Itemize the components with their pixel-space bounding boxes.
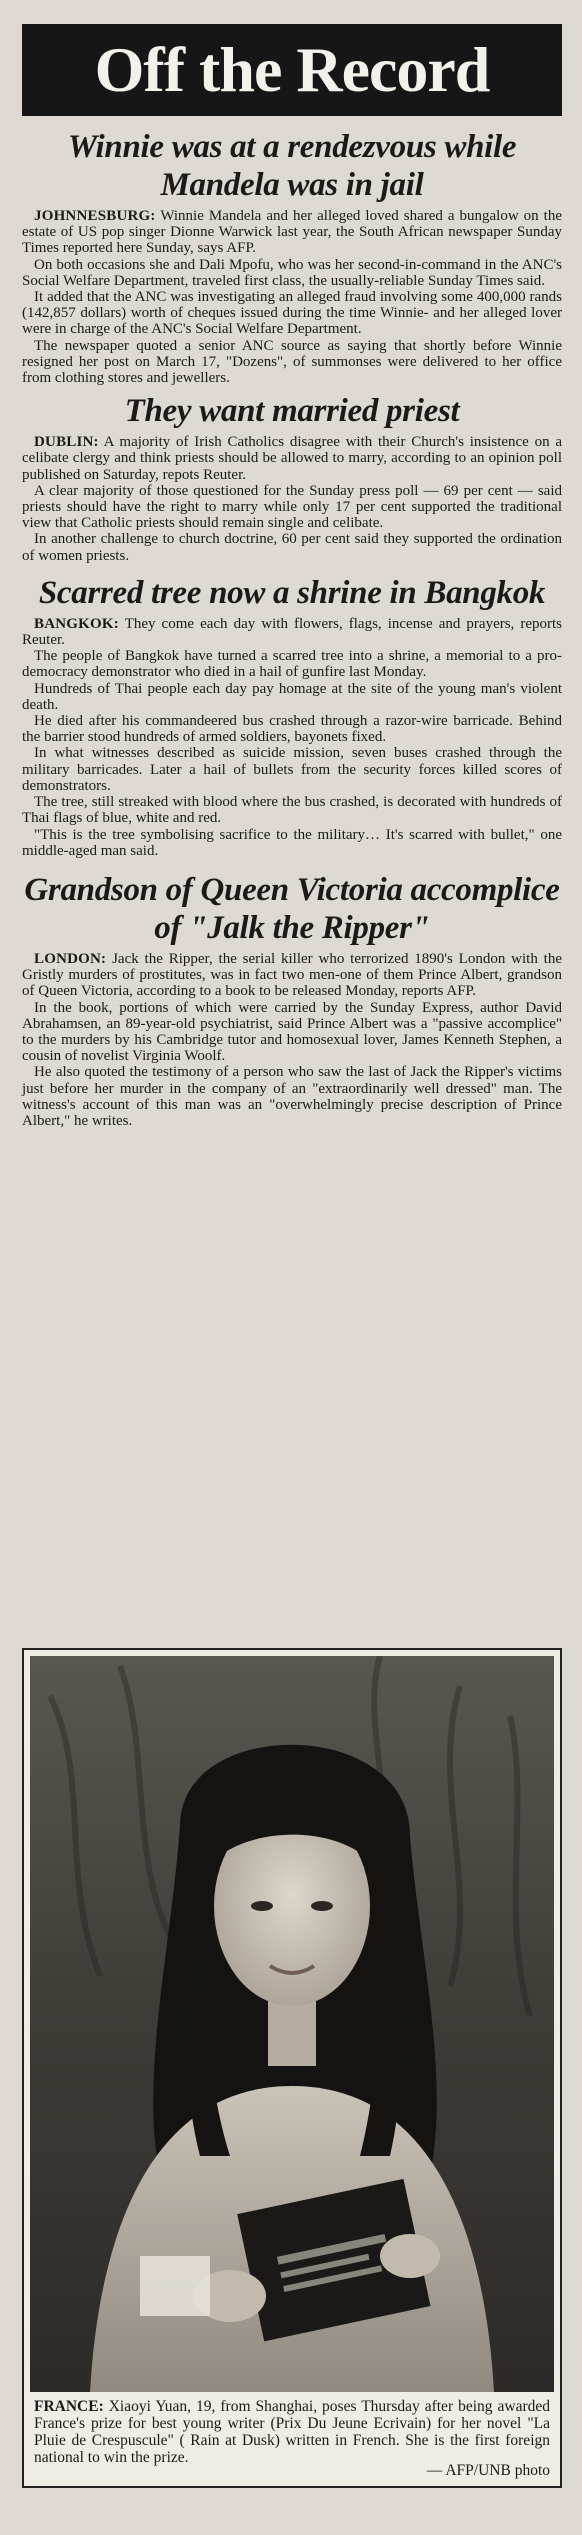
paragraph: He died after his commandeered bus crashed through a razor-wire barricade. Behind the barrier stood hundreds of armed soldiers, bayonets fixed.: [22, 713, 562, 746]
section-masthead: [22, 24, 562, 116]
paragraph: The newspaper quoted a senior ANC source as saying that shortly before Winnie resigned her post on March 17, "Dozens", of summonses were delivered to her office from clothing stores and jewellers.: [22, 337, 562, 387]
photo-caption: [34, 2398, 550, 2466]
paragraph: BANGKOK: They come each day with flowers, flags, incense and prayers, reports Reuter.: [22, 615, 562, 649]
paragraph: DUBLIN: A majority of Irish Catholics disagree with their Church's insistence on a celibate clergy and think priests should be allowed to marry, according to an opinion poll published on Saturday, repots Reuter.: [22, 434, 562, 483]
dateline: LONDON:: [34, 950, 107, 967]
photo-illustration: [30, 1656, 554, 2392]
story-body: [22, 951, 562, 1129]
headline: Grandson of Queen Victoria accomplice of "Jalk the Ripper": [24, 871, 560, 946]
paragraph: "This is the tree symbolising sacrifice to the military… It's scarred with bullet," one middle-aged man said.: [22, 826, 562, 859]
paragraph: The tree, still streaked with blood where the bus crashed, is decorated with hundreds of Thai flags of blue, white and red.: [22, 794, 562, 827]
dateline: DUBLIN:: [34, 434, 99, 451]
photo-box: [22, 1648, 562, 2488]
paragraph: He also quoted the testimony of a person who saw the last of Jack the Ripper's victims just before her murder in the company of an "extraordinarily well dressed" man. The witness's account of this man was an "overwhelmingly precise description of Prince Albert," he writes.: [22, 1064, 562, 1129]
story-body: [22, 616, 562, 859]
news-photo: [30, 1656, 554, 2392]
paragraph: A clear majority of those questioned for the Sunday press poll — 69 per cent — said priests should have the right to marry while only 17 per cent supported the traditional view that Catholic priests should remain single and celibate.: [22, 482, 562, 532]
paragraph: Hundreds of Thai people each day pay homage at the site of the young man's violent death.: [22, 680, 562, 713]
story-jack-the-ripper: [22, 871, 562, 1129]
headline: Scarred tree now a shrine in Bangkok: [38, 574, 546, 611]
paragraph: In the book, portions of which were carried by the Sunday Express, author David Abrahamsen, an 89-year-old psychiatrist, said Prince Albert was a "passive accomplice" to the murders by his Cambridge tutor and homosexual lover, James Kenneth Stephen, a cousin of novelist Virginia Woolf.: [22, 999, 562, 1065]
story-body: [22, 208, 562, 386]
paragraph: In another challenge to church doctrine, 60 per cent said they supported the ordination of women priests.: [22, 531, 562, 564]
paragraph: The people of Bangkok have turned a scarred tree into a shrine, a memorial to a pro-democracy demonstrator who died in a hail of gunfire last Monday.: [22, 648, 562, 681]
paragraph: JOHNNESBURG: Winnie Mandela and her alleged loved shared a bungalow on the estate of US pop singer Dionne Warwick last year, the South African newspaper Sunday Times reported here Sunday, says AFP.: [22, 208, 562, 257]
paragraph: It added that the ANC was investigating an alleged fraud involving some 400,000 rands (142,857 dollars) worth of cheques issued during the time Winnie- and her alleged lover were in charge of the ANC's Social Welfare Department.: [22, 289, 562, 338]
dateline: BANGKOK:: [34, 615, 119, 632]
story-bangkok-tree: [22, 574, 562, 859]
story-body: [22, 434, 562, 564]
headline: They want married priest: [124, 393, 460, 430]
story-married-priest: [22, 392, 562, 564]
masthead-title: Off the Record: [94, 34, 490, 105]
paragraph: In what witnesses described as suicide mission, seven buses crashed through the military barricades. Later a hail of bullets from the security forces killed scores of demonstrators.: [22, 745, 562, 794]
headline: Winnie was at a rendezvous while Mandela was in jail: [67, 129, 517, 203]
caption-text: Xiaoyi Yuan, 19, from Shanghai, poses Thursday after being awarded France's prize for best young writer (Prix Du Jeune Ecrivain) for her novel "La Pluie de Crespuscule" ( Rain at Dusk) written in French. She is the first foreign national to win the prize.: [34, 2398, 550, 2466]
news-column: [22, 126, 562, 1129]
story-mandela: [22, 128, 562, 386]
paragraph: LONDON: Jack the Ripper, the serial killer who terrorized 1890's London with the Gristly murders of prostitutes, was in fact two men-one of them Prince Albert, grandson of Queen Victoria, according to a book to be released Monday, reports AFP.: [22, 950, 562, 1000]
paragraph: On both occasions she and Dali Mpofu, who was her second-in-command in the ANC's Social Welfare Department, traveled first class, the usually-reliable Sunday Times said.: [22, 256, 562, 289]
caption-dateline: FRANCE:: [34, 2398, 104, 2415]
dateline: JOHNNESBURG:: [34, 208, 156, 224]
photo-credit: — AFP/UNB photo: [426, 2462, 550, 2479]
